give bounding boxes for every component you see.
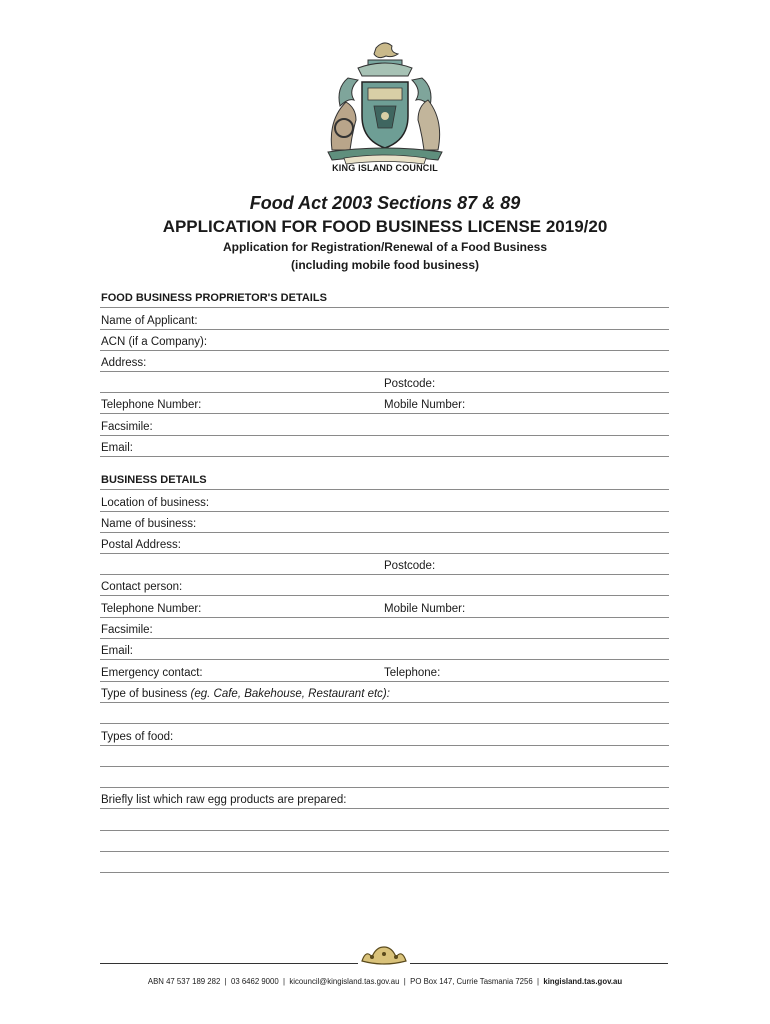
food-types-line[interactable] [100,766,669,788]
field-label: Facsimile: [101,421,153,433]
field-label [101,688,390,700]
field-label: Telephone Number: [101,399,202,411]
raw-egg-field[interactable] [100,787,669,809]
business-facsimile-field[interactable] [100,617,669,639]
field-label: Name of Applicant: [101,315,198,327]
business-email-field[interactable] [100,638,669,660]
email-field[interactable] [100,435,669,457]
footer-contact-line: ABN 47 537 189 282 | 03 6462 9000 | kicouncil@kingisland.tas.gov.au | PO Box 147, Currie Tasmania 7256 | kingisland.tas.gov.au [147,977,623,986]
form-subtitle-note: (including mobile food business) [291,258,479,272]
acn-field[interactable] [100,329,669,351]
telephone-mobile-row[interactable] [100,392,669,414]
footer-email-link[interactable]: kicouncil@kingisland.tas.gov.au [289,977,400,986]
business-telephone-mobile-row[interactable] [100,596,669,618]
business-type-field[interactable] [100,681,669,703]
business-section-heading: BUSINESS DETAILS [101,474,207,486]
business-type-hint: (eg. Cafe, Bakehouse, Restaurant etc): [190,688,390,700]
raw-egg-line[interactable] [100,851,669,873]
field-label: ACN (if a Company): [101,336,208,348]
abn: ABN 47 537 189 282 [147,977,221,986]
food-types-field[interactable] [100,724,669,746]
business-type-line[interactable] [100,702,669,724]
food-types-line[interactable] [100,745,669,767]
raw-egg-line[interactable] [100,809,669,831]
council-name: KING ISLAND COUNCIL [332,163,438,173]
field-label: Mobile Number: [384,399,466,411]
field-label: Facsimile: [101,624,153,636]
address-postcode-row[interactable] [100,371,669,393]
po-box: PO Box 147, Currie Tasmania 7256 [410,977,533,986]
proprietor-section-heading: FOOD BUSINESS PROPRIETOR'S DETAILS [101,292,327,304]
field-label: Telephone: [384,667,441,679]
field-label: Email: [101,442,133,454]
field-label: Postcode: [384,560,436,572]
form-title: APPLICATION FOR FOOD BUSINESS LICENSE 2019/20 [162,217,608,236]
postal-address-field[interactable] [100,532,669,554]
business-name-field[interactable] [100,511,669,533]
field-label: Telephone Number: [101,603,202,615]
field-label: Emergency contact: [101,667,203,679]
facsimile-field[interactable] [100,414,669,436]
crown-icon [358,945,410,967]
website-link[interactable]: kingisland.tas.gov.au [543,977,623,986]
act-title: Food Act 2003 Sections 87 & 89 [249,193,521,213]
footer-phone: 03 6462 9000 [231,977,279,986]
field-label: Email: [101,645,133,657]
field-label: Contact person: [101,581,183,593]
field-label: Location of business: [101,497,210,509]
field-label: Address: [101,357,147,369]
form-subtitle: Application for Registration/Renewal of a Food Business [222,240,548,254]
field-label: Types of food: [101,731,174,743]
field-label: Mobile Number: [384,603,466,615]
contact-person-field[interactable] [100,574,669,596]
emergency-contact-row[interactable] [100,660,669,682]
address-field[interactable] [100,350,669,372]
raw-egg-line[interactable] [100,830,669,852]
field-label: Name of business: [101,518,197,530]
council-coat-of-arms-logo [318,38,452,178]
business-type-label: Type of business [101,688,188,700]
field-label: Postal Address: [101,539,181,551]
business-location-field[interactable] [100,489,669,512]
field-label: Briefly list which raw egg products are prepared: [101,794,347,806]
postal-postcode-row[interactable] [100,553,669,575]
field-label: Postcode: [384,378,436,390]
applicant-name-field[interactable] [100,307,669,330]
